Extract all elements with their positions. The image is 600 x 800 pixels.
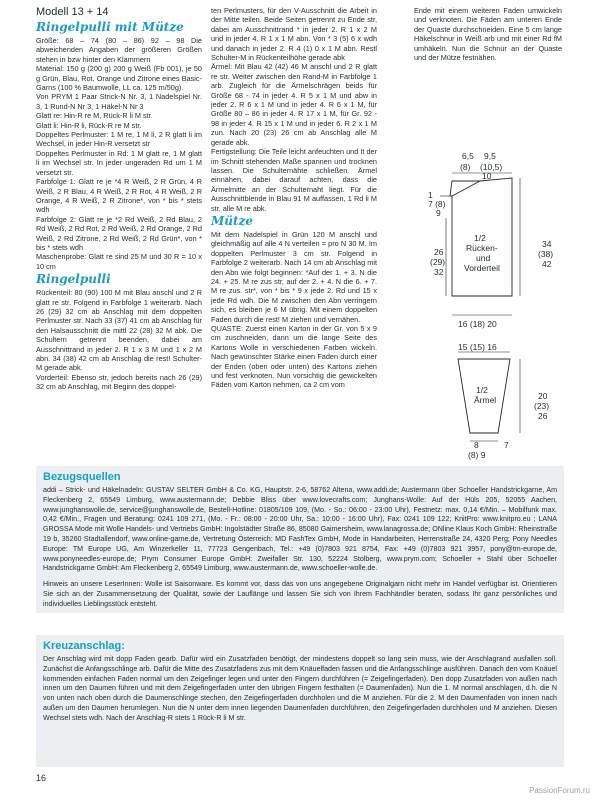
body-label-2: Rücken- bbox=[466, 243, 498, 253]
column-middle bbox=[211, 6, 377, 390]
page-number: 16 bbox=[36, 773, 47, 783]
schematic-diagram bbox=[410, 143, 570, 463]
sleeve-bottom-label-1: 8 bbox=[474, 440, 479, 450]
sources-box bbox=[36, 466, 564, 613]
paragraph-fertigstellung: Fertigstellung: Die Teile leicht anfeuchten und It der im Schnitt stehenden Maße spannen und trocknen lassen. Die Schulternähte schließen. Ärmel einnähen, dabei darauf achten, dass die Ärmelmitte an der Schulternaht liegt. Für die Ausschnittblende in Blau 91 M auffassen, 1 Rd li M str, alle M re abk. bbox=[211, 147, 377, 213]
paragraph-glatt-re: Glatt re: Hin-R re M, Rück-R li M str. bbox=[36, 111, 153, 121]
right-height-label-3: 42 bbox=[542, 259, 552, 269]
left-height-label-1: 26 bbox=[434, 247, 444, 257]
paragraph-glatt-li: Glatt li: Hin-R li, Rück-R re M str. bbox=[36, 120, 142, 130]
paragraph-groesse: Größe: 68 – 74 (80 – 86) 92 – 98 Die abweichenden Angaben der größeren Größen stehen in bzw hinter den Klammern bbox=[36, 36, 202, 64]
site-watermark: PassionForum.ru bbox=[529, 786, 590, 795]
paragraph-quaste-continuation: Ende mit einem weiteren Faden umwickeln und verknoten. Die Fäden am unteren Ende der Quaste durchschneiden. Eine 5 cm lange Häkelschnur in Weiß arb und mit einer Rd fM umhäkeln. Nun die Schnur an der Quaste und der Mütze festnähen. bbox=[414, 6, 562, 63]
paragraph-farbfolge-1: Farbfolge 1: Glatt re je *4 R Weiß, 2 R Grün, 4 R Weiß, 2 R Blau, 4 R Weiß, 2 R Rot, 4 R Weiß, 2 R Orange, 4 R Weiß, 2 R Zitrone*, von * bis * stets wdh bbox=[36, 177, 202, 215]
sleeve-height-label-1: 20 bbox=[538, 391, 548, 401]
heading-ringelpulli-mit-muetze: Ringelpulli mit Mütze bbox=[36, 20, 184, 34]
sleeve-edge-label: 7 bbox=[504, 440, 509, 450]
neckline-edge bbox=[452, 181, 480, 196]
cross-cast-on-text: Der Anschlag wird mit dopp Faden gearb. Dafür wird ein Zusatzfaden benötigt, der mindestens doppelt so lang sein muss, wie der Anschlagrand ausfallen soll. Zunächst die Anfangsschlinge arb. Dafür die Mitte des Zusatzfadens zus mit dem Knäuelfaden fassen und die Anfangsschlinge ausführen. Danach den vom Knäuel kommenden einfachen Faden normal um den Zeigefinger legen und unter den Fingern durchführen (= Zeigefingerfaden). Den dopp Zusatzfaden von außen nach innen um den Daumen führen und mit dem Zeigefingerfaden unter den übrigen Fingern festhalten (= Daumenfaden). Nun die 1. M normal anschlagen, d.h. die N von unten nach oben durch die Daumenschlinge stechen, den Zeigefingerfaden durchholen und die M anziehen. Für die 2. M den Daumenfaden von innen nach außen um den Daumen herumlegen. Nun die N unter dem innen liegenden Daumenfaden durchführen, den Zeigefingerfaden durchholen und M anziehen. Diesen Wechsel stets wdh. Nach der Anschlag-R stets 1 Rück-R li M str. bbox=[43, 655, 557, 722]
sleeve-top-label: 15 (15) 16 bbox=[458, 342, 497, 352]
paragraph-doppeltes-perlmuster: Doppeltes Perlmuster: 1 M re, 1 M li, 2 R glatt li im Wechsel, in jeder Hin-R versetzt str bbox=[36, 130, 202, 149]
paragraph-rueckenteil: Rückenteil: 80 (90) 100 M mit Blau anschl und 2 R glatt re str. Folgend in Farbfolge 1 weiterarb. Nach 26 (29) 32 cm ab Anschlag mit dem doppelten Perlmuster str. Nach 33 (37) 41 cm ab Anschlag für den Halsausschnitt die mittl 22 (28) 32 M abk. Die Schultern getrennt beenden, dabei am Ausschnittrand in jeder 2. R 1 x 3 M und 1 x 2 M abn. 34 (38) 42 cm ab Anschlag die rest! Schulter-M gerade abk. bbox=[36, 288, 202, 373]
sleeve-label-2: Ärmel bbox=[474, 395, 497, 405]
heading-muetze: Mütze bbox=[211, 213, 253, 228]
body-label-1: 1/2 bbox=[474, 233, 486, 243]
paragraph-farbfolge-2: Farbfolge 2: Glatt re je *2 Rd Weiß, 2 Rd Blau, 2 Rd Weiß, 2 Rd Rot, 2 Rd Weiß, 2 Rd Orange, 2 Rd Weiß, 2 Rd Zitrone, 2 Rd Weiß, 2 Rd Grün*, von * bis * stets wdh bbox=[36, 214, 202, 252]
sleeve-label-1: 1/2 bbox=[476, 385, 488, 395]
right-height-label-2: (38) bbox=[538, 249, 554, 259]
sleeve-height-label-3: 26 bbox=[538, 411, 548, 421]
right-height-label-1: 34 bbox=[542, 239, 552, 249]
cross-cast-on-title: Kreuzanschlag: bbox=[43, 640, 125, 652]
neck-depth-label-1: 1 bbox=[428, 190, 433, 200]
paragraph-maschenprobe: Maschenprobe: Glatt re sind 25 M und 30 R = 10 x 10 cm bbox=[36, 252, 202, 271]
left-height-label-2: (29) bbox=[430, 257, 446, 267]
model-title: Modell 13 + 14 bbox=[36, 6, 109, 18]
paragraph-material: Material: 150 g (200 g) 200 g Weiß (Fb 001), je 50 g Grün, Blau, Rot, Orange und Zitrone eines Basic-Garns (100 % Baumwolle, LL ca. 125 m/50g). bbox=[36, 64, 202, 93]
body-width-label: 16 (18) 20 bbox=[458, 319, 497, 329]
body-label-3: und bbox=[476, 253, 491, 263]
cross-cast-on-box bbox=[36, 635, 564, 767]
shoulder-right-label: 9,5 bbox=[484, 151, 496, 161]
left-height-label-3: 32 bbox=[434, 267, 444, 277]
paragraph-muetze: Mit dem Nadelspiel in Grün 120 M anschl und gleichmäßig auf alle 4 N verteilen = pro N 30 M. Im doppelten Perlmuster 3 cm str. Folgend in Farbfolge 2 weiterarb. Nach 14 cm ab Anschlag mit den Abn wie folgt beginnen: *Auf der 1. + 3. N die 24. + 25. M re zus str, auf der 2. + 4. N die 6. + 7. M re zus. str*, von * bis * 9 x jede 2. Rd und 15 x jede Rd wdh. Die M zwischen den Abn verringern sich, es bleiben je 6 M übrig. Mit einem doppelten Faden durch die rest! M ziehen und vernähen. bbox=[211, 229, 377, 324]
paragraph-nadeln: Von PRYM 1 Paar Strick-N Nr. 3, 1 Nadelspiel Nr. 3, 1 Rund-N Nr 3, 1 Häkel-N Nr 3 bbox=[36, 92, 202, 111]
column-left bbox=[36, 6, 202, 392]
shoulder-right-sub-label: (10,5) bbox=[480, 162, 503, 172]
paragraph-quaste: QUASTE: Zuerst einen Karton in der Gr. von 5 x 9 cm zuschneiden, dann um die lange Seite des Kartons Wolle in verschiedenen Farben wickeln. Nach gewünschter Stärke einen Faden durch einer der Enden (oben oder unten) des Kartons ziehen und fest verknoten. Nun vorsichtig die gewickelten Fäden vom Karton nehmen, ca 2 cm vom bbox=[211, 324, 377, 390]
neck-depth-label-3: 9 bbox=[436, 208, 441, 218]
paragraph-continuation: ten Perlmusters, für den V-Ausschnitt die Arbeit in der Mitte teilen. Beide Seiten getrennt zu Ende str, dabei am Ausschnittrand * in jeder 2. R 1 x 2 M und in jeder 4. R 1 x 1 M abn. Von * 3 (5) 6 x wdh und danach in jeder 2. R 4 (1) 0 x 1 M abn. Restl Schulter-M in Rückenteilhöhe gerade abk bbox=[211, 6, 377, 63]
neck-top-label: (8) bbox=[460, 162, 471, 172]
paragraph-vorderteil: Vorderteil: Ebenso str, jedoch bereits nach 26 (29) 32 cm ab Anschlag, mit Beginn des doppel- bbox=[36, 372, 202, 392]
sleeve-height-label-2: (23) bbox=[534, 401, 550, 411]
heading-ringelpulli: Ringelpulli bbox=[36, 272, 111, 287]
neck-right-label: 10 bbox=[482, 171, 492, 181]
paragraph-aermel: Ärmel: Mit Blau 42 (42) 46 M anschl und 2 R glatt re str. Weiter zwischen den Rand-M in Farbfolge 1 arb. Zugleich für die Ärmelschrägen beids für Größe 68 - 74 in jeder 4. R 5 x 1 M und abw in jeder 2. R 6 x 1 M und in jeder 4. R 6 x 1 M, für Größe 80 – 86 in jeder 4. R 17 x 1 M, für Gr. 92 - 98 in jeder 4. R 15 x 1 M und in jeder 6. R 2 x 1 M zun. Nach 20 (23) 26 cm ab Anschlag alle M gerade abk. bbox=[211, 62, 377, 147]
shoulder-left-label: 6,5 bbox=[462, 151, 474, 161]
sleeve-bottom-label-2: (8) 9 bbox=[468, 450, 486, 460]
column-right bbox=[414, 6, 562, 62]
paragraph-doppeltes-perlmuster-rd: Doppeltes Perlmuster in Rd: 1 M glatt re, 1 M glatt li im Wechsel str. In jeder ungeraden Rd um 1 M versetzt str. bbox=[36, 148, 202, 177]
sources-title: Bezugsquellen bbox=[43, 471, 121, 483]
body-label-4: Vorderteil bbox=[464, 263, 500, 273]
sources-text: addi – Strick- und Häkelnadeln: GUSTAV SELTER GmbH & Co. KG, Hauptstr. 2-6, 58762 Altena, www.addi.de; Austermann über Schoeller Handstrickgarne, Am Fleckenberg 2, 65549 Limburg, www.austermann.de; Debbie Bliss über www.lovecrafts.com; Junghans-Wolle: Auf der Hüls 205, 52055 Aachen, www.junghanswolle.de, service@junghanswolle.de, Bestell-Hotline: 01805/109 109, (Mo. - So.: 06:00 - 23:00 Uhr), Festnetz: max. 0,14 €/Min. – Mobilfunk max. 0,42 €/Min., Fragen und Beratung: 0241 109 271, (Mo. - Fr.: 08:00 - 20:00 Uhr, Sa.: 10:00 - 16:00 Uhr), Fax: 0241 109 122; KnitPro: www.knitpro.eu ; LANA GROSSA Mode mit Wolle Handels- und Vertriebs GmbH: Ingolstädter Straße 86, 85080 Gaimersheim, www.lanagrossa.de; ONline Klaus Koch GmbH: Rheinstraße 19 b, 35260 Stadtallendorf, www.online-garne.de, Vertretung Österreich: MD FashTex GmbH, Mode in Handarbeiten, Herrenstraße 24, 4320 Perg; Pony Needles Europe: TM Europe UG, Am Winzerkeller 11, 77723 Gengenbach, Tel.: +49 (0)7803 921 8754, Fax: +49 (0)7803 921 3957, pony@tm-europe.de, www.ponyneedles-europe.de; Prym Consumer Europe GmbH: Zweifaller Str. 130, 52224 Stolberg, www.prym.com; Schoeller + Stahl über Schoeller Handstrickgarne GmbH: Am Fleckenberg 2, 65549 Limburg, www.austermann.de, www.schoeller-wolle.de. bbox=[43, 486, 557, 573]
neck-depth-label-2: 7 (8) bbox=[428, 199, 446, 209]
reader-note: Hinweis an unsere LeserInnen: Wolle ist Saisonware. Es kommt vor, dass das von uns angegebene Originalgarn nicht mehr im Handel verfügbar ist. Orientieren Sie sich an der Zusammensetzung der Qualität, sowie der Lauflänge und lassen Sie sich von Ihrem Fachhändler beraten, sodass Ihr ganz persönliches und individuelles Lieblingsstück entsteht. bbox=[43, 580, 557, 608]
